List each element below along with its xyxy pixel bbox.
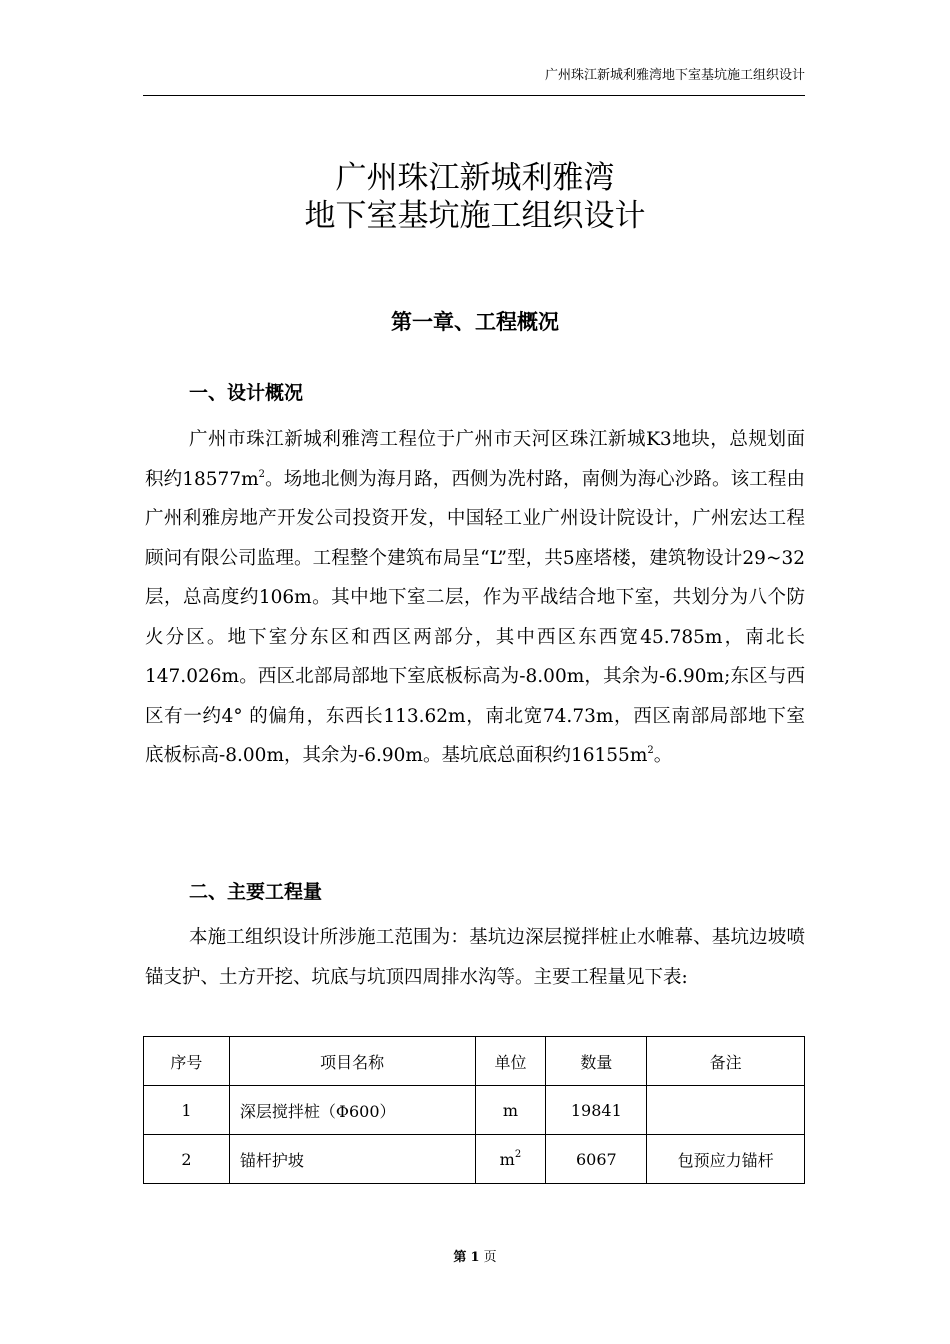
page-prefix: 第 <box>453 1250 467 1265</box>
unit-text: m <box>499 1149 515 1169</box>
section-heading-design-overview: 一、设计概况 <box>189 382 304 404</box>
superscript: 2 <box>258 468 266 480</box>
page-footer <box>0 1246 950 1265</box>
cell-unit <box>475 1086 546 1135</box>
column-header: 备注 <box>647 1037 805 1086</box>
column-header: 数量 <box>546 1037 647 1086</box>
column-header: 项目名称 <box>229 1037 475 1086</box>
quantities-table <box>143 1036 805 1184</box>
table-header-row <box>144 1037 805 1086</box>
table-row <box>144 1086 805 1135</box>
cell-qty: 19841 <box>546 1086 647 1135</box>
unit-superscript: 2 <box>514 1148 522 1160</box>
page-suffix: 页 <box>483 1250 497 1265</box>
header-rule <box>143 95 805 96</box>
paragraph-text: 本施工组织设计所涉施工范围为：基坑边深层搅拌桩止水帷幕、基坑边坡喷锚支护、土方开挖、坑底与坑顶四周排水沟等。主要工程量见下表: <box>145 927 805 988</box>
design-overview-paragraph <box>145 420 805 776</box>
cell-name: 锚杆护坡 <box>229 1135 475 1184</box>
table-row <box>144 1135 805 1184</box>
document-title-line-2: 地下室基坑施工组织设计 <box>304 198 646 234</box>
unit-text: m <box>502 1100 519 1120</box>
cell-no: 2 <box>144 1135 230 1184</box>
cell-qty: 6067 <box>546 1135 647 1184</box>
paragraph-text: 广州市珠江新城利雅湾工程位于广州市天河区珠江新城K3地块，总规划面积约18577m <box>145 429 805 490</box>
cell-unit <box>475 1135 546 1184</box>
superscript: 2 <box>647 745 654 756</box>
page-number: 1 <box>470 1250 480 1265</box>
cell-name: 深层搅拌桩（Φ600） <box>229 1086 475 1135</box>
column-header: 单位 <box>475 1037 546 1086</box>
section-heading-main-quantities: 二、主要工程量 <box>189 881 323 903</box>
paragraph-text: 。场地北侧为海月路，西侧为冼村路，南侧为海心沙路。该工程由广州利雅房地产开发公司投资开发，中国轻工业广州设计院设计，广州宏达工程顾问有限公司监理。工程整个建筑布局呈“L”型，共5座塔楼，建筑物设计29~32层，总高度约106m。其中地下室二层，作为平战结合地下室，共划分为八个防火分区。地下室分东区和西区两部分，其中西区东西宽45.785m，南北长147.026m。西区北部局部地下室底板标高为-8.00m，其余为-6.90m;东区与西区有一约4° 的偏角，东西长113.62m，南北宽74.73m，西区南部局部地下室底板标高-8.00m，其余为-6.90m。基坑底总面积约16155m <box>145 468 805 766</box>
running-header: 广州珠江新城利雅湾地下室基坑施工组织设计 <box>544 68 805 83</box>
cell-note: 包预应力锚杆 <box>647 1135 805 1184</box>
column-header: 序号 <box>144 1037 230 1086</box>
paragraph-text: 。 <box>653 745 673 766</box>
cell-note <box>647 1086 805 1135</box>
main-quantities-paragraph <box>145 918 805 997</box>
document-title-line-1: 广州珠江新城利雅湾 <box>335 160 615 196</box>
chapter-heading: 第一章、工程概况 <box>391 310 559 334</box>
cell-no: 1 <box>144 1086 230 1135</box>
